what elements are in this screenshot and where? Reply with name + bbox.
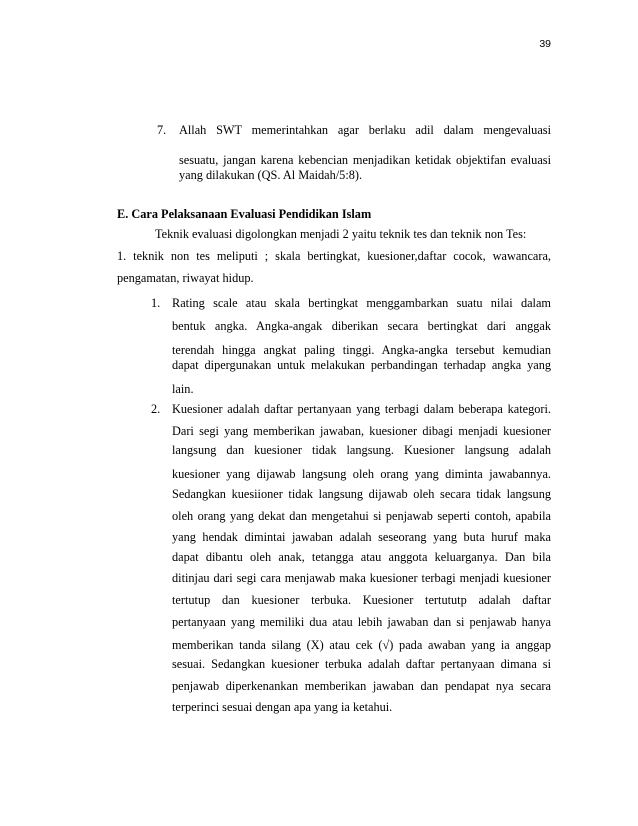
sub1-number: 1.: [151, 296, 161, 310]
sub2-line-15: terperinci sesuai dengan apa yang ia ketahui.: [172, 700, 393, 714]
sub1-line-2: bentuk angka. Angka-angak diberikan secara bertingkat dari anggak: [172, 319, 551, 333]
sub2-line-5: Sedangkan kuesiioner tidak langsung dijawab oleh secara tidak langsung: [172, 487, 551, 501]
section-heading: E. Cara Pelaksanaan Evaluasi Pendidikan Islam: [117, 207, 372, 221]
sub2-number: 2.: [151, 402, 161, 416]
sub2-line-4: kuesioner yang dijawab langsung oleh orang yang diminta jawabannya.: [172, 467, 551, 481]
point1-line-2: pengamatan, riwayat hidup.: [117, 271, 254, 285]
sub2-line-8: dapat dibantu oleh anak, tetangga atau anggota keluarganya. Dan bila: [172, 550, 551, 564]
sub2-line-13: sesuai. Sedangkan kuesioner terbuka adalah daftar pertanyaan dimana si: [172, 657, 551, 671]
sub2-line-7: yang hendak dimintai jawaban adalah seseorang yang buta huruf maka: [172, 530, 551, 544]
sub2-line-11: pertanyaan yang memiliki dua atau lebih jawaban dan si penjawab hanya: [172, 615, 551, 629]
sub1-line-5: lain.: [172, 382, 194, 396]
sub2-line-12: memberikan tanda silang (X) atau cek (√) pada awaban yang ia anggap: [172, 638, 551, 652]
sub2-line-1: Kuesioner adalah daftar pertanyaan yang terbagi dalam beberapa kategori.: [172, 402, 551, 416]
point1-line-1: 1. teknik non tes meliputi ; skala bertingkat, kuesioner,daftar cocok, wawancara,: [117, 249, 551, 263]
sub2-line-10: tertutup dan kuesioner terbuka. Kuesioner tertututp adalah daftar: [172, 593, 551, 607]
page-number: 39: [539, 38, 551, 50]
sub2-line-3: langsung dan kuesioner tidak langsung. Kuesioner langsung adalah: [172, 443, 551, 457]
item7-line-3: yang dilakukan (QS. Al Maidah/5:8).: [179, 168, 363, 182]
sub2-line-9: ditinjau dari segi cara menjawab maka kuesioner terbagi menjadi kuesioner: [172, 571, 551, 585]
item7-number: 7.: [157, 123, 167, 137]
section-intro: Teknik evaluasi digolongkan menjadi 2 yaitu teknik tes dan teknik non Tes:: [155, 227, 527, 241]
sub2-line-2: Dari segi yang memberikan jawaban, kuesioner dibagi menjadi kuesioner: [172, 424, 551, 438]
item7-line-2: sesuatu, jangan karena kebencian menjadikan ketidak objektifan evaluasi: [179, 153, 551, 167]
sub2-line-6: oleh orang yang dekat dan mengetahui si penjawab seperti contoh, apabila: [172, 509, 551, 523]
sub1-line-3: terendah hingga angkat paling tinggi. Angka-angka tersebut kemudian: [172, 343, 551, 357]
sub2-line-14: penjawab diperkenankan memberikan jawaban dan pendapat nya secara: [172, 679, 551, 693]
sub1-line-4: dapat dipergunakan untuk melakukan perbandingan terhadap angka yang: [172, 358, 551, 372]
sub1-line-1: Rating scale atau skala bertingkat menggambarkan suatu nilai dalam: [172, 296, 551, 310]
item7-line-1: Allah SWT memerintahkan agar berlaku adil dalam mengevaluasi: [179, 123, 551, 137]
